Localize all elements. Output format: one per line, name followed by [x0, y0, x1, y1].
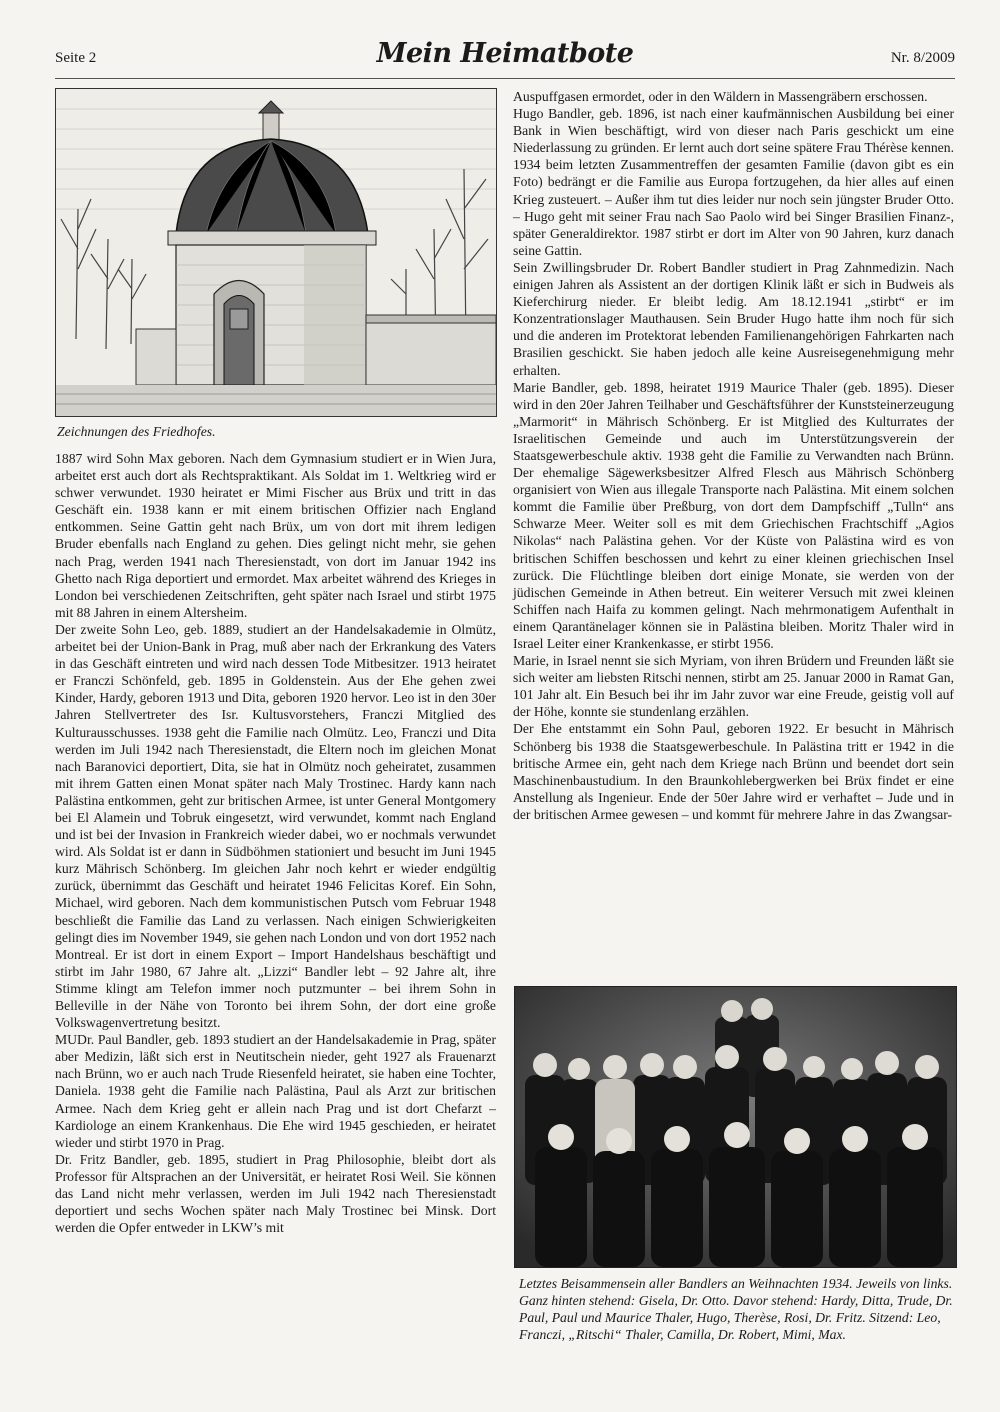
paragraph-leo: Der zweite Sohn Leo, geb. 1889, studiert an der Handelsakademie in Olmütz, arbeitet bei der Union-Bank in Prag, muß aber nach der Erkrankung des Vaters in das Geschäft eintreten und wird nach dessen Tode Mitbesitzer. 1913 heiratet er Franczi Schönfeld, geb. 1895 in Goldenstein. Aus der Ehe gehen zwei Kinder, Hardy, geboren 1913 und Dita, geboren 1920 hervor. Leo ist in den 30er Jahren Stellvertreter des Isr. Kultusvorstehers, Franczi Mitglied des Kulturausschusses. 1938 geht die Familie nach Olmütz. Leo, Franczi und Dita werden im Juli 1942 nach Theresienstadt, die Eltern noch im gleichen Monat nach Baranovici deportiert, Dita, sie hat in Olmütz noch geheiratet, zusammen mit ihrem Gatten einen Monat später nach Maly Trostinec. Hardy kann nach Palästina entkommen, geht zur britischen Armee, ist unter General Montgomery bei El Alamein und Tobruk eingesetzt, wird verwundet, kommt nach England und ist bei der Invasion in Frankreich wieder dabei, wo er nochmals verwundet wird. Als Soldat ist er dann in Südböhmen stationiert und besucht im Juni 1945 kurz Mährisch Schönberg. Im gleichen Jahr noch kehrt er wieder endgültig zurück, übernimmt das Geschäft und heiratet 1946 Felicitas Koref. Ein Sohn, Michael, wird geboren. Nach dem kommunistischen Putsch vom Februar 1948 beschließt die Familie das Land zu verlassen. Nach einigen Schwierigkeiten gelingt dies im November 1949, sie gehen nach London und von dort 1952 nach Montreal. Er ist dort in einem Export – Import Handelshaus beschäftigt und stirbt im Jahr 1980, 67 Jahre alt. „Lizzi“ Bandler lebt – 92 Jahre alt, ihre Stimme klingt am Telefon immer noch putzmunter – bei ihrem Sohn in Belleville in der Nähe von Toronto bei ihrem Sohn, der dort eine große Volkswagenvertretung besitzt. — [55, 621, 496, 1031]
paragraph-paul-thaler: Der Ehe entstammt ein Sohn Paul, geboren 1922. Er besucht in Mährisch Schönberg bis 1938 die Staatsgewerbeschule. In Palästina tritt er 1942 in die britische Armee ein, geht nach dem Kriege nach Brünn und beendet dort sein Maschinenbaustudium. In den Braunkohlebergwerken bei Brüx findet er eine Anstellung als Ingenieur. Ende der 50er Jahre wird er verhaftet – Jude und in der britischen Armee gewesen – und kommt für mehrere Jahre in das Zwangsar- — [513, 721, 954, 822]
paragraph-hugo: Hugo Bandler, geb. 1896, ist nach einer kaufmännischen Ausbildung bei einer Bank in Wien beschäftigt, wird von dieser nach Paris geschickt um eine Niederlassung zu gründen. Er lernt auch dort seine spätere Frau Thérèse kennen. 1934 beim letzten Zusammentreffen der gesamten Familie (davon gibt es ein Foto) bedrängt er die Familie aus Europa fortzugehen, da hier alles auf einen Krieg zusteuert. – Außer ihm tut dies leider nur noch sein jüngster Bruder Otto. – Hugo geht mit seiner Frau nach Sao Paolo wird bei Singer Brasilien Finanz-, später Generaldirektor. 1987 stirbt er dort im Alter von 90 Jahren, kurz danach seine Gattin. — [513, 106, 955, 258]
paragraph-continuation: Auspuffgasen ermordet, oder in den Wäldern in Massengräbern erschossen. — [513, 89, 928, 104]
right-column — [513, 88, 954, 823]
left-column — [55, 450, 496, 1236]
masthead-title: Mein Heimatbote — [376, 38, 634, 69]
paragraph-max: 1887 wird Sohn Max geboren. Nach dem Gymnasium studiert er in Wien Jura, arbeitet erst auch dort als Rechtspraktikant. Als Soldat im 1. Weltkrieg wird er schwer verwundet. 1930 heiratet er Mimi Fischer aus Brüx und tritt in das Geschäft ein. 1938 kann er mit einem britischen Offizier nach England entkommen. Seine Gattin geht nach Brüx, um von dort mit ihrem ledigen Bruder ebenfalls nach England zu gehen. Dies gelingt nicht mehr, sie gehen nach Prag, werden 1941 nach Theresienstadt, von dort im Januar 1942 ins Ghetto nach Riga deportiert und ermordet. Max arbeitet während des Krieges in London bei verschiedenen Zeitschriften, geht später nach Israel und stirbt 1975 mit 88 Jahren in einem Altersheim. — [55, 451, 496, 620]
cemetery-caption: Zeichnungen des Friedhofes. — [57, 424, 216, 439]
cemetery-drawing — [55, 88, 497, 417]
family-photo-caption: Letztes Beisammensein aller Bandlers an Weihnachten 1934. Jeweils von links. Ganz hinten stehend: Gisela, Dr. Otto. Davor stehend: Hardy, Ditta, Trude, Dr. Paul, Paul und Maurice Thaler, Hugo, Therèse, Rosi, Dr. Fritz. Sitzend: Leo, Franczi, „Ritschi“ Thaler, Camilla, Dr. Robert, Mimi, Max. — [519, 1276, 953, 1342]
paragraph-robert: Sein Zwillingsbruder Dr. Robert Bandler studiert in Prag Zahnmedizin. Nach einigen Jahren als Assistent an der dortigen Klinik läßt er sich in Budweis als Kieferchirurg nieder. Er bleibt ledig. Am 18.12.1941 „stirbt“ er im Konzentrationslager Mauthausen. Sein Bruder Hugo hatte ihm noch für sich und die anderen im Protektorat lebenden Familienangehörigen Fahrkarten nach Brasilien geschickt. Sie haben jedoch alle keine Ausreisegenehmigung mehr erhalten. — [513, 259, 954, 378]
page-number: Seite 2 — [55, 50, 97, 66]
issue-number: Nr. 8/2009 — [890, 50, 955, 66]
paragraph-myriam: Marie, in Israel nennt sie sich Myriam, von ihren Brüdern und Freunden läßt sie sich weiter am liebsten Ritschi nennen, stirbt am 25. Januar 2000 in Ramat Gan, 101 Jahr alt. Ein Besuch bei ihr im Jahr zuvor war eine Freude, geistig voll auf der Höhe, konnte sie stundenlang erzählen. — [513, 653, 954, 720]
paragraph-marie: Marie Bandler, geb. 1898, heiratet 1919 Maurice Thaler (geb. 1895). Dieser wird in den 20er Jahren Teilhaber und Geschäftsführer der Kunststeinerzeugung „Marmorit“ in Mährisch Schönberg. Er ist Mitglied des Kulturrates der Israelitischen Gemeinde und auch im Unterstützungsverein der Staatsgewerbeschule aktiv. 1938 geht die Familie zu Verwandten nach Brünn. Der ehemalige Sägewerksbesitzer Alfred Flesch aus Mährisch Schönberg organisiert von Wien aus illegale Transporte nach Palästina. Mit einem solchen kommt die Familie über Preßburg, von dort dem Dampfschiff „Tulln“ ans Schwarze Meer. Weiter soll es mit dem Griechischen Frachtschiff „Agios Nikolas“ nach Palästina gehen. Vor der Küste von Palästina wird es von britischen Schiffen beschossen und kehrt zu einer kleinen griechischen Insel zurück. Die Flüchtlinge bleiben dort einige Monate, sie werden von der jüdischen Gemeinde in Athen betreut. Ein weiterer Versuch mit zwei kleinen Schiffen nach Haifa zu kommen gelingt. Nach mehrmonatigem Aufenthalt in einem Qarantänelager können sie in Palästina bleiben. Moritz Thaler wird in Israel Leiter einer Krankenkasse, er stirbt 1956. — [513, 379, 954, 651]
paragraph-fritz: Dr. Fritz Bandler, geb. 1895, studiert in Prag Philosophie, bleibt dort als Professor für Altsprachen an der Universität, er heiratet Rosi Weil. Sie können das Land nicht mehr verlassen, werden im Juli 1942 nach Theresienstadt deportiert und sechs Wochen später nach Maly Trostinec bei Minsk. Dort werden die Opfer entweder in LKW’s mit — [55, 1151, 496, 1236]
paragraph-paul: MUDr. Paul Bandler, geb. 1893 studiert an der Handelsakademie in Prag, später aber Medizin, läßt sich erst in Neutitschein nieder, geht 1927 als Frauenarzt nach Brünn, wo er auch nach Trude Riesenfeld heiratet, sie haben eine Tochter, Daniela. 1938 geht die Familie nach Palästina, Paul als Arzt zur britischen Armee. Nach dem Krieg geht er allein nach Prag und ist dort Chefarzt – Kardiologe an einem Krankenhaus. Die Ehe wird 1945 geschieden, er heiratet wieder und stirbt 1970 in Prag. — [55, 1032, 496, 1150]
page-header — [55, 38, 955, 80]
header-rule — [55, 78, 955, 79]
family-photo — [514, 986, 957, 1268]
